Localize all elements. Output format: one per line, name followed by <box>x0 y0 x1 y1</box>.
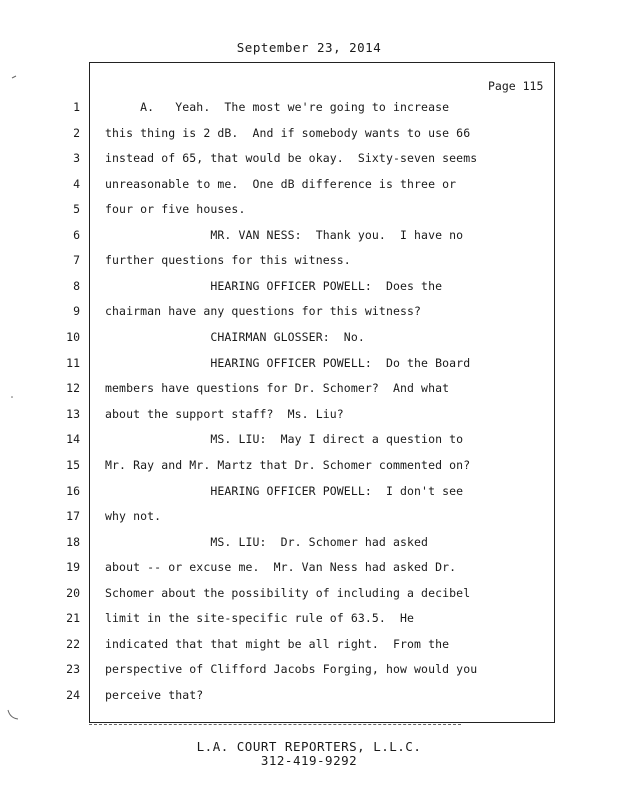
transcript-line: MS. LIU: Dr. Schomer had asked <box>105 535 429 549</box>
transcript-line: Mr. Ray and Mr. Martz that Dr. Schomer commented on? <box>105 458 471 472</box>
line-number: 1 <box>73 100 80 114</box>
transcript-line: members have questions for Dr. Schomer? And what <box>105 381 450 395</box>
transcript-line: this thing is 2 dB. And if somebody wants to use 66 <box>105 126 471 140</box>
line-number: 21 <box>66 611 80 625</box>
line-number: 11 <box>66 356 80 370</box>
line-number: 4 <box>73 177 80 191</box>
footer-phone: 312-419-9292 <box>260 753 358 768</box>
transcript-line: unreasonable to me. One dB difference is three or <box>105 177 457 191</box>
line-number: 3 <box>73 151 80 165</box>
transcript-line: why not. <box>105 509 162 523</box>
line-number: 14 <box>66 432 80 446</box>
line-number: 10 <box>66 330 80 344</box>
transcript-line: MS. LIU: May I direct a question to <box>105 432 464 446</box>
transcript-line: further questions for this witness. <box>105 253 351 267</box>
line-number: 22 <box>66 637 80 651</box>
line-number: 16 <box>66 484 80 498</box>
transcript-line: indicated that that might be all right. From the <box>105 637 450 651</box>
line-number: 5 <box>73 202 80 216</box>
footer-company: L.A. COURT REPORTERS, L.L.C. <box>196 739 422 754</box>
line-number: 15 <box>66 458 80 472</box>
transcript-line: HEARING OFFICER POWELL: Does the <box>105 279 443 293</box>
transcript-line: HEARING OFFICER POWELL: Do the Board <box>105 356 471 370</box>
line-number: 9 <box>73 304 80 318</box>
transcript-line: limit in the site-specific rule of 63.5. He <box>105 611 415 625</box>
transcript-line: chairman have any questions for this witness? <box>105 304 422 318</box>
transcript-line: HEARING OFFICER POWELL: I don't see <box>105 484 464 498</box>
line-number: 12 <box>66 381 80 395</box>
line-number: 19 <box>66 560 80 574</box>
line-number: 8 <box>73 279 80 293</box>
transcript-line: MR. VAN NESS: Thank you. I have no <box>105 228 464 242</box>
transcript-line: instead of 65, that would be okay. Sixty-seven seems <box>105 151 478 165</box>
line-number: 7 <box>73 253 80 267</box>
transcript-line: CHAIRMAN GLOSSER: No. <box>105 330 365 344</box>
transcript-line: A. Yeah. The most we're going to increase <box>105 100 450 114</box>
line-number: 13 <box>66 407 80 421</box>
transcript-line: Schomer about the possibility of including a decibel <box>105 586 471 600</box>
line-number: 23 <box>66 662 80 676</box>
transcript-line: four or five houses. <box>105 202 246 216</box>
line-number: 18 <box>66 535 80 549</box>
transcript-line: about the support staff? Ms. Liu? <box>105 407 344 421</box>
transcript-line: perceive that? <box>105 688 204 702</box>
line-number: 6 <box>73 228 80 242</box>
transcript-date: September 23, 2014 <box>236 40 382 55</box>
line-number: 20 <box>66 586 80 600</box>
line-number: 24 <box>66 688 80 702</box>
line-number: 17 <box>66 509 80 523</box>
line-number: 2 <box>73 126 80 140</box>
frame-bottom-shadow <box>89 724 461 726</box>
transcript-line: about -- or excuse me. Mr. Van Ness had asked Dr. <box>105 560 457 574</box>
page-number: Page 115 <box>488 79 544 93</box>
transcript-line: perspective of Clifford Jacobs Forging, how would you <box>105 662 478 676</box>
